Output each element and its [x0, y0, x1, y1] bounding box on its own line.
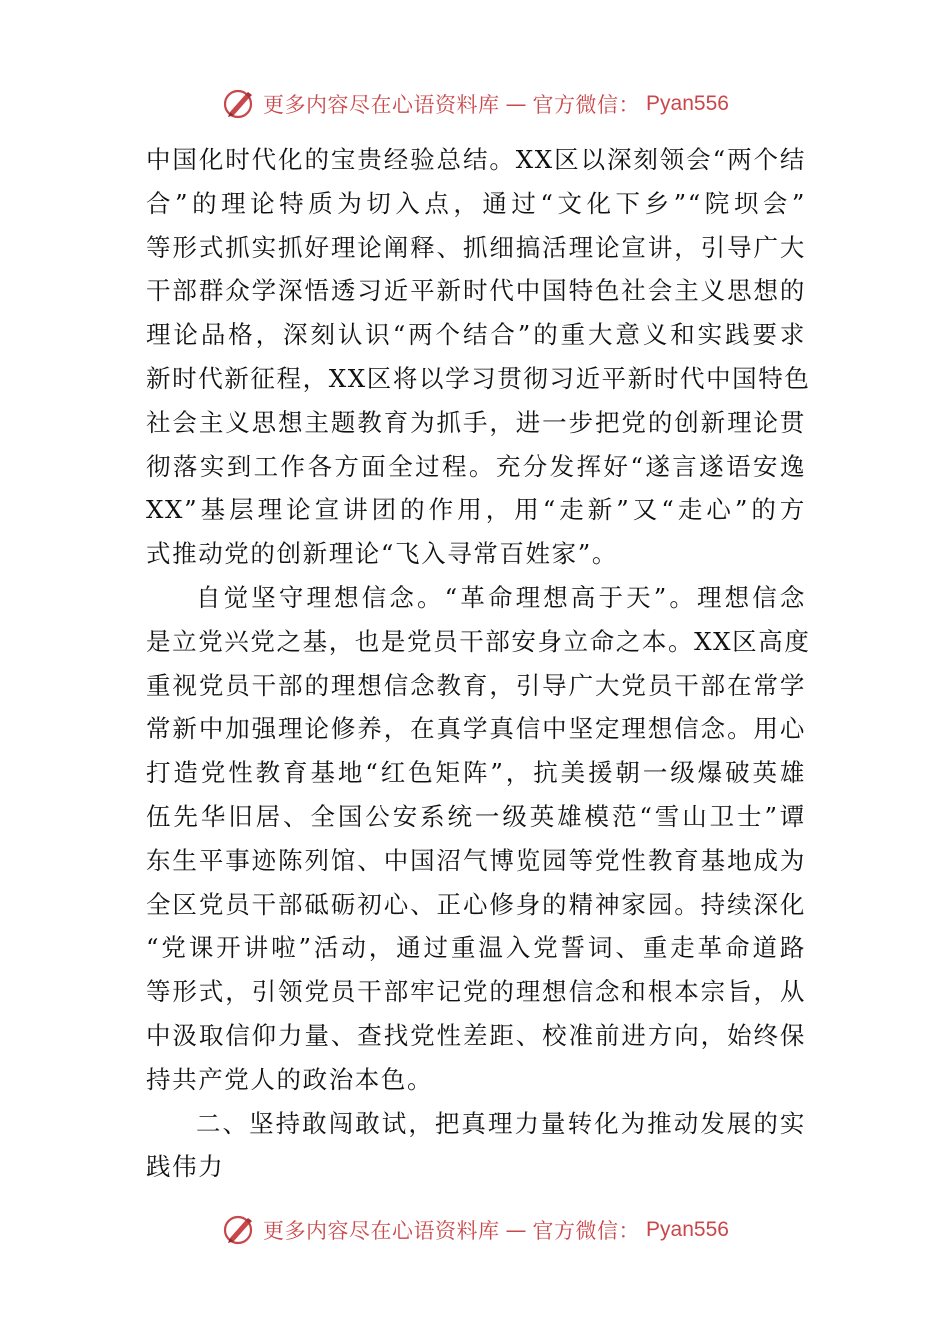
text-line: 持共产党人的政治本色。	[146, 1064, 434, 1094]
banner-separator: —	[505, 92, 527, 116]
heading-line: 践伟力	[146, 1152, 225, 1182]
footer-watermark-banner	[0, 1210, 950, 1250]
text-line: 打造党性教育基地“红色矩阵”，抗美援朝一级爆破英雄	[146, 758, 806, 788]
heading-line: 二、坚持敢闯敢试，把真理力量转化为推动发展的实	[196, 1108, 806, 1138]
paragraph-1	[146, 138, 811, 576]
banner-contact-id: Pyan556	[646, 92, 729, 115]
document-body	[146, 138, 811, 1189]
header-watermark-banner	[0, 84, 950, 124]
text-line: 是立党兴党之基，也是党员干部安身立命之本。XX区高度	[146, 626, 811, 656]
text-line: 彻落实到工作各方面全过程。充分发挥好“遂言遂语安逸	[146, 451, 806, 481]
text-line: XX”基层理论宣讲团的作用，用“走新”又“走心”的方	[146, 495, 806, 525]
text-line: 常新中加强理论修养，在真学真信中坚定理想信念。用心	[146, 714, 806, 744]
pen-logo-icon	[221, 86, 257, 122]
text-line: 伍先华旧居、全国公安系统一级英雄模范“雪山卫士”谭	[146, 801, 806, 831]
text-line: 自觉坚守理想信念。“革命理想高于天”。理想信念	[196, 582, 806, 612]
banner-separator: —	[505, 1218, 527, 1242]
banner-contact-label: 官方微信：	[532, 1219, 641, 1243]
text-line: 重视党员干部的理想信念教育，引导广大党员干部在常学	[146, 670, 806, 700]
text-line: 东生平事迹陈列馆、中国沼气博览园等党性教育基地成为	[146, 845, 806, 875]
banner-text: 更多内容尽在心语资料库	[263, 93, 500, 117]
text-line: 全区党员干部砥砺初心、正心修身的精神家园。持续深化	[146, 889, 806, 919]
text-line: “党课开讲啦”活动，通过重温入党誓词、重走革命道路	[146, 933, 806, 963]
text-line: 中国化时代化的宝贵经验总结。XX区以深刻领会“两个结	[146, 145, 806, 174]
paragraph-2	[146, 576, 811, 1102]
text-line: 合”的理论特质为切入点，通过“文化下乡”“院坝会”	[146, 188, 806, 218]
text-line: 等形式，引领党员干部牢记党的理想信念和根本宗旨，从	[146, 977, 806, 1007]
text-line: 干部群众学深悟透习近平新时代中国特色社会主义思想的	[146, 276, 806, 306]
pen-logo-icon	[221, 1212, 257, 1248]
text-line: 新时代新征程，XX区将以学习贯彻习近平新时代中国特色	[146, 363, 811, 393]
text-line: 式推动党的创新理论“飞入寻常百姓家”。	[146, 539, 618, 569]
section-heading-2	[146, 1102, 806, 1190]
text-line: 等形式抓实抓好理论阐释、抓细搞活理论宣讲，引导广大	[146, 232, 806, 262]
text-line: 理论品格，深刻认识“两个结合”的重大意义和实践要求	[146, 320, 806, 350]
banner-contact-label: 官方微信：	[532, 93, 641, 117]
text-line: 社会主义思想主题教育为抓手，进一步把党的创新理论贯	[146, 407, 806, 437]
banner-text: 更多内容尽在心语资料库	[263, 1219, 500, 1243]
banner-contact-id: Pyan556	[646, 1218, 729, 1241]
text-line: 中汲取信仰力量、查找党性差距、校准前进方向，始终保	[146, 1020, 806, 1050]
